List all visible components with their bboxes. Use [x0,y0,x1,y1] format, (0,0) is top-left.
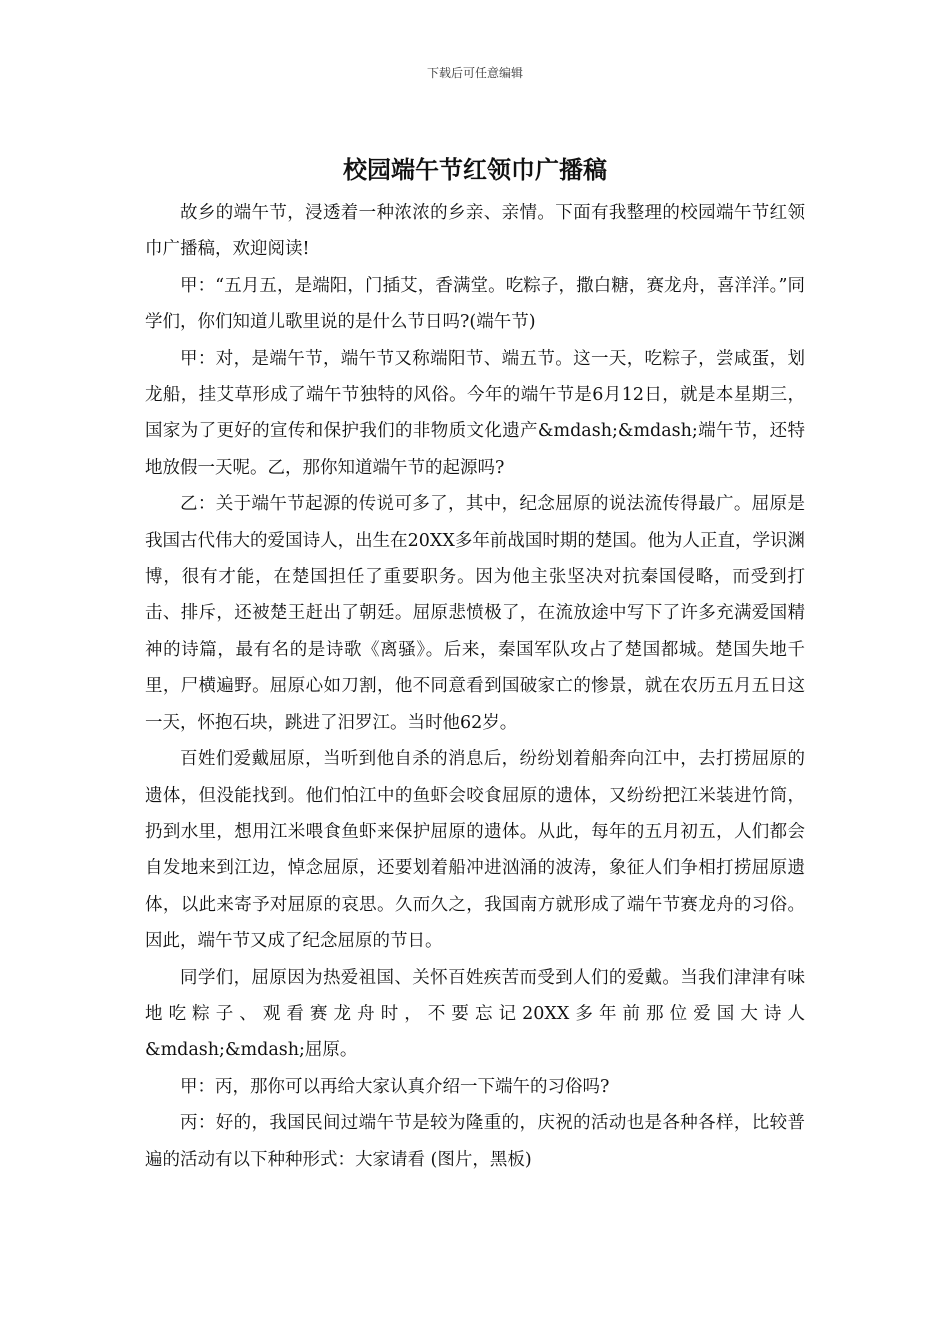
paragraph-baixing: 百姓们爱戴屈原，当听到他自杀的消息后，纷纷划着船奔向江中，去打捞屈原的遗体，但没能找到。他们怕江中的鱼虾会咬食屈原的遗体，又纷纷把江米装进竹筒，扔到水里，想用江米喂食鱼虾来保护屈原的遗体。从此，每年的五月初五，人们都会自发地来到江边，悼念屈原，还要划着船冲进汹涌的波涛，象征人们争相打捞屈原遗体，以此来寄予对屈原的哀思。久而久之，我国南方就形成了端午节赛龙舟的习俗。因此，端午节又成了纪念屈原的节日。 [145,749,805,952]
paragraph-bing: 丙：好的，我国民间过端午节是较为隆重的，庆祝的活动也是各种各样，比较普遍的活动有以下种种形式：大家请看 (图片，黑板) [145,1113,805,1170]
paragraph-intro: 故乡的端午节，浸透着一种浓浓的乡亲、亲情。下面有我整理的校园端午节红领巾广播稿，欢迎阅读! [145,203,805,260]
paragraph-jia-3: 甲：丙，那你可以再给大家认真介绍一下端午的习俗吗? [180,1076,610,1097]
paragraph-jia-1: 甲：“五月五，是端阳，门插艾，香满堂。吃粽子，撒白糖，赛龙舟，喜洋洋。”同学们，你们知道儿歌里说的是什么节日吗?(端午节) [145,275,805,333]
paragraph-jia-2: 甲：对，是端午节，端午节又称端阳节、端五节。这一天，吃粽子，尝咸蛋，划龙船，挂艾草形成了端午节独特的风俗。今年的端午节是6月12日，就是本星期三，国家为了更好的宣传和保护我们的非物质文化遗产&mdash;&mdash;端午节，还特地放假一天呢。乙，那你知道端午节的起源吗? [145,348,805,478]
paragraph-tongxue: 同学们，屈原因为热爱祖国、关怀百姓疾苦而受到人们的爱戴。当我们津津有味地吃粽子、观看赛龙舟时，不要忘记20XX多年前那位爱国大诗人&mdash;&mdash;屈原。 [145,967,805,1061]
header-note: 下载后可任意编辑 [426,66,523,80]
paragraph-yi: 乙：关于端午节起源的传说可多了，其中，纪念屈原的说法流传得最广。屈原是我国古代伟大的爱国诗人，出生在20XX多年前战国时期的楚国。他为人正直，学识渊博，很有才能，在楚国担任了重要职务。因为他主张坚决对抗秦国侵略，而受到打击、排斥，还被楚王赶出了朝廷。屈原悲愤极了，在流放途中写下了许多充满爱国精神的诗篇，最有名的是诗歌《离骚》。后来，秦国军队攻占了楚国都城。楚国失地千里，尸横遍野。屈原心如刀割，他不同意看到国破家亡的惨景，就在农历五月五日这一天，怀抱石块，跳进了汨罗江。当时他62岁。 [145,494,805,733]
document-title: 校园端午节红领巾广播稿 [343,156,607,184]
document-body [145,195,805,1178]
